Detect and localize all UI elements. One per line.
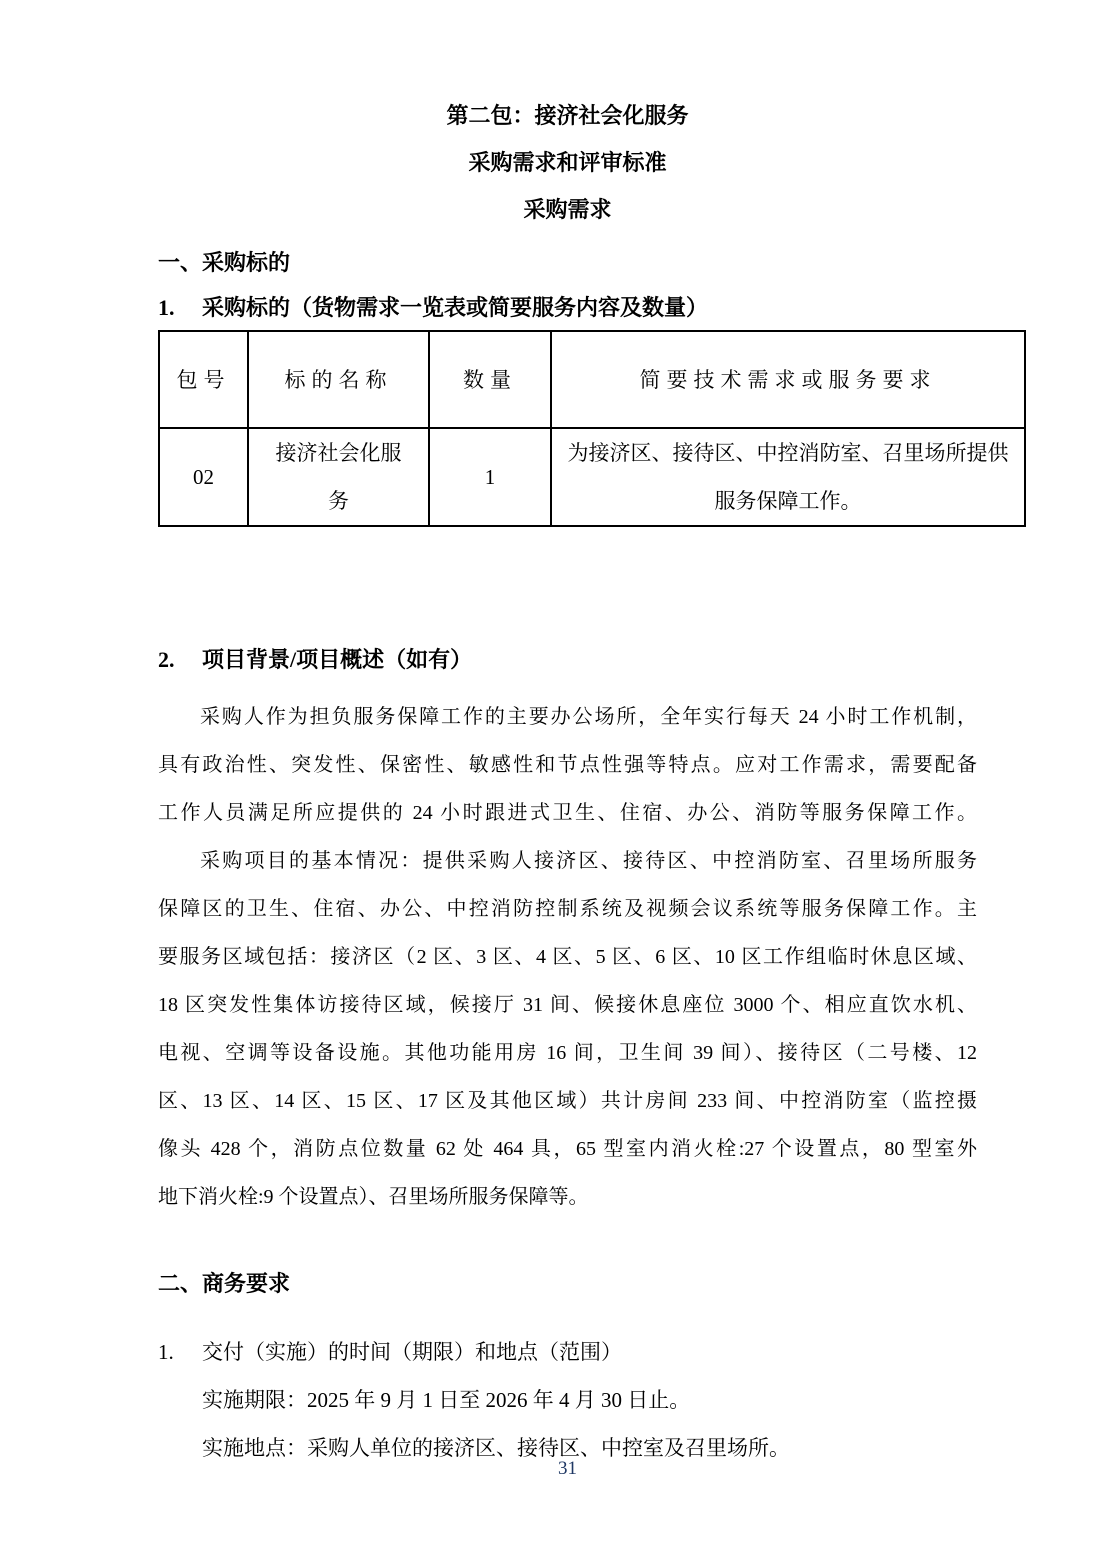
cell-quantity: 1 (429, 428, 551, 526)
paragraph-line: 要服务区域包括：接济区（2 区、3 区、4 区、5 区、6 区、10 区工作组临时休息区域、 (158, 946, 977, 968)
heading-section-2: 二、商务要求 (158, 1271, 291, 1296)
heading-item-2 (158, 637, 977, 682)
delivery-item-title: 交付（实施）的时间（期限）和地点（范围） (202, 1340, 622, 1364)
header-subject-name: 标的名称 (248, 331, 429, 428)
header-package-no: 包号 (159, 331, 248, 428)
heading-section-1: 一、采购标的 (158, 250, 291, 275)
heading-item-1 (158, 285, 977, 330)
paragraph-background (158, 693, 977, 837)
paragraph-line: 电视、空调等设备设施。其他功能用房 16 间，卫生间 39 间）、接待区（二号楼、12 (158, 1042, 977, 1064)
section-title-procurement-requirements: 采购需求 (523, 197, 612, 222)
implementation-period-line: 实施期限：2025 年 9 月 1 日至 2026 年 4 月 30 日止。 (202, 1388, 691, 1412)
package-title: 第二包：接济社会化服务 (446, 103, 689, 128)
paragraph-line: 区、13 区、14 区、15 区、17 区及其他区域）共计房间 233 间、中控消防室（监控摄 (158, 1090, 977, 1112)
paragraph-line: 工作人员满足所应提供的 24 小时跟进式卫生、住宿、办公、消防等服务保障工作。 (158, 802, 977, 824)
paragraph-project-overview (158, 837, 977, 1221)
cell-subject-name: 接济社会化服务 (248, 428, 429, 526)
paragraph-line: 像头 428 个，消防点位数量 62 处 464 具，65 型室内消火栓:27 个设置点，80 型室外 (158, 1138, 977, 1160)
cell-package-no: 02 (159, 428, 248, 526)
header-requirements: 简要技术需求或服务要求 (551, 331, 1025, 428)
item-2-title: 项目背景/项目概述（如有） (202, 647, 473, 672)
paragraph-line: 地下消火栓:9 个设置点）、召里场所服务保障等。 (158, 1186, 589, 1208)
table-row (159, 428, 1025, 526)
implementation-location-line: 实施地点：采购人单位的接济区、接待区、中控室及召里场所。 (202, 1436, 790, 1460)
item-1-number: 1. (158, 295, 175, 320)
document-subtitle: 采购需求和评审标准 (468, 150, 667, 175)
delivery-item (158, 1328, 977, 1376)
header-quantity: 数量 (429, 331, 551, 428)
item-2-number: 2. (158, 647, 175, 672)
item-1-title: 采购标的（货物需求一览表或简要服务内容及数量） (202, 295, 709, 320)
page-number: 31 (558, 1458, 577, 1479)
procurement-table (158, 330, 1026, 527)
paragraph-line: 保障区的卫生、住宿、办公、中控消防控制系统及视频会议系统等服务保障工作。主 (158, 898, 977, 920)
paragraph-line: 采购人作为担负服务保障工作的主要办公场所，全年实行每天 24 小时工作机制， (200, 706, 977, 728)
paragraph-line: 采购项目的基本情况：提供采购人接济区、接待区、中控消防室、召里场所服务 (200, 850, 977, 872)
paragraph-line: 18 区突发性集体访接待区域，候接厅 31 间、候接休息座位 3000 个、相应直饮水机、 (158, 994, 977, 1016)
cell-requirements: 为接济区、接待区、中控消防室、召里场所提供服务保障工作。 (551, 428, 1025, 526)
delivery-item-number: 1. (158, 1340, 174, 1364)
paragraph-line: 具有政治性、突发性、保密性、敏感性和节点性强等特点。应对工作需求，需要配备 (158, 754, 977, 776)
table-header-row (159, 331, 1025, 428)
